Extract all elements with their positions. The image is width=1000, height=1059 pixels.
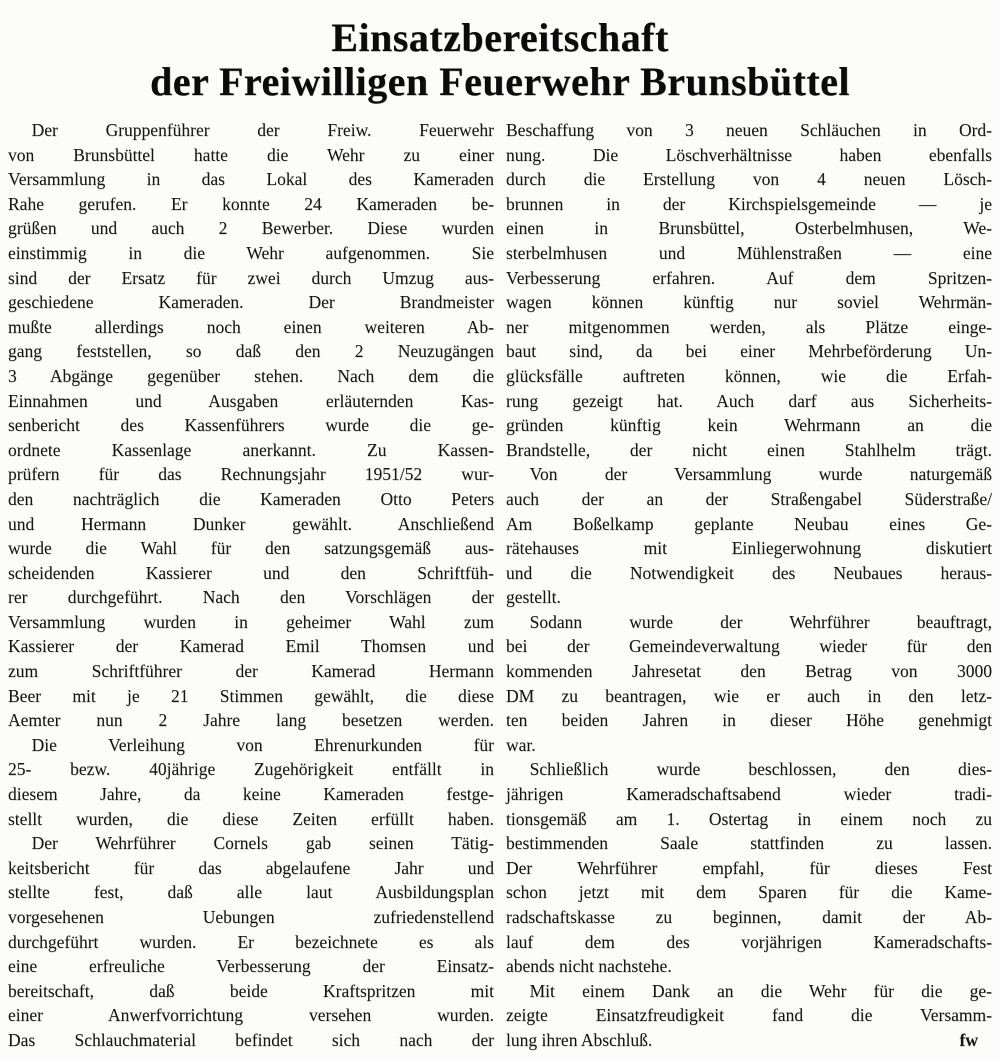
text-line: Mit einem Dank an die Wehr für die ge- [529, 980, 992, 1001]
text-line: Der Gruppenführer der Freiw. Feuerwehr [31, 120, 494, 140]
text-line: 3 Abgänge gegenüber stehen. Nach dem die [8, 365, 494, 386]
text-line: zeigte Einsatzfreudigkeit fand die Versamm- [506, 1005, 992, 1026]
text-line: und Hermann Dunker gewählt. Anschließend [8, 513, 494, 534]
text-line: Brandstelle, der nicht einen Stahlhelm trägt. [506, 439, 992, 460]
text-line [506, 1028, 992, 1053]
text-line: rer durchgeführt. Nach den Vorschlägen der [8, 587, 494, 608]
text-line: gründen künftig kein Wehrmann an die [506, 415, 992, 436]
text-line: einstimmig in die Wehr aufgenommen. Sie [8, 242, 494, 263]
article-body [8, 118, 992, 1053]
text-line-fragment: lung ihren Abschluß. [506, 1029, 653, 1050]
text-line: radschaftskasse zu beginnen, damit der Ab- [506, 907, 992, 927]
text-line: vorgesehenen Uebungen zufriedenstellend [8, 907, 494, 927]
headline-line-2: der Freiwilligen Feuerwehr Brunsbüttel [149, 59, 851, 104]
text-line: scheidenden Kassierer und den Schriftfüh- [8, 562, 494, 583]
text-line: durchgeführt wurden. Er bezeichnete es als [8, 931, 494, 952]
headline-line-1: Einsatzbereitschaft [331, 15, 669, 60]
text-line: eine erfreuliche Verbesserung der Einsatz- [8, 956, 494, 977]
text-line: Beer mit je 21 Stimmen gewählt, die diese [8, 685, 494, 706]
text-line: glücksfälle auftreten können, wie die Erfah- [506, 365, 992, 386]
text-line: kommenden Jahresetat den Betrag von 3000 [506, 661, 992, 682]
text-line: DM zu beantragen, wie er auch in den letz- [506, 685, 992, 706]
text-line: sind der Ersatz für zwei durch Umzug aus- [8, 267, 494, 288]
text-line: keitsbericht für das abgelaufene Jahr und [8, 857, 494, 878]
text-line: Aemter nun 2 Jahre lang besetzen werden. [8, 710, 494, 731]
text-line: Beschaffung von 3 neuen Schläuchen in Ord- [506, 120, 992, 140]
text-line: von Brunsbüttel hatte die Wehr zu einer [8, 144, 494, 165]
article-headline [8, 16, 992, 104]
text-line: nung. Die Löschverhältnisse haben ebenfalls [506, 144, 992, 165]
text-line: stellt wurden, die diese Zeiten erfüllt haben. [8, 808, 494, 829]
text-line: war. [506, 734, 536, 755]
text-line: grüßen und auch 2 Bewerber. Diese wurden [8, 218, 494, 239]
text-line: Rahe gerufen. Er konnte 24 Kameraden be- [8, 193, 494, 214]
text-line: einer Anwerfvorrichtung versehen wurden. [8, 1005, 494, 1026]
text-line: mußte allerdings noch einen weiteren Ab- [8, 316, 494, 337]
text-line: senbericht des Kassenführers wurde die ge- [8, 415, 494, 436]
text-line: 25- bezw. 40jährige Zugehörigkeit entfällt in [8, 759, 494, 780]
text-line: wagen können künftig nur soviel Wehrmän- [506, 292, 992, 313]
text-line: ordnete Kassenlage anerkannt. Zu Kassen- [8, 439, 494, 460]
text-line: prüfern für das Rechnungsjahr 1951/52 wur- [8, 464, 494, 485]
text-line: schon jetzt mit dem Sparen für die Kame- [506, 882, 992, 903]
text-line: Einnahmen und Ausgaben erläuternden Kas- [8, 390, 494, 411]
text-line: ten beiden Jahren in dieser Höhe genehmigt [506, 710, 992, 731]
left-column [8, 118, 494, 1053]
text-line: bei der Gemeindeverwaltung wieder für den [506, 636, 992, 657]
text-line: rung gezeigt hat. Auch darf aus Sicherheits- [506, 390, 992, 411]
text-line: Verbesserung erfahren. Auf dem Spritzen- [506, 267, 992, 288]
text-line: einen in Brunsbüttel, Osterbelmhusen, We- [506, 218, 992, 239]
text-line: bereitschaft, daß beide Kraftspritzen mit [8, 980, 494, 1001]
text-line: ner mitgenommen werden, als Plätze einge- [506, 316, 992, 337]
text-line: Sodann wurde der Wehrführer beauftragt, [529, 611, 992, 632]
text-line: rätehauses mit Einliegerwohnung diskutiert [506, 538, 992, 559]
text-line: stellte fest, daß alle laut Ausbildungsplan [8, 882, 494, 903]
text-line: durch die Erstellung von 4 neuen Lösch- [506, 169, 992, 190]
text-line: gang feststellen, so daß den 2 Neuzugängen [8, 341, 494, 362]
text-line: baut sind, da bei einer Mehrbeförderung Un- [506, 341, 992, 362]
text-line: sterbelmhusen und Mühlenstraßen — eine [506, 242, 992, 263]
text-line: Versammlung in das Lokal des Kameraden [8, 169, 494, 190]
right-column [506, 118, 992, 1053]
text-line: diesem Jahre, da keine Kameraden festge- [8, 784, 494, 805]
text-line: Der Wehrführer empfahl, für dieses Fest [506, 857, 992, 878]
text-line: Der Wehrführer Cornels gab seinen Tätig- [31, 833, 494, 854]
text-line: Die Verleihung von Ehrenurkunden für [31, 734, 494, 755]
text-line: Schließlich wurde beschlossen, den dies- [529, 759, 992, 780]
text-line: abends nicht nachstehe. [506, 956, 672, 977]
text-line: Von der Versammlung wurde naturgemäß [529, 464, 992, 485]
author-initials: fw [959, 1029, 978, 1050]
text-line: lauf dem des vorjährigen Kameradschafts- [506, 931, 992, 952]
text-line: Kassierer der Kamerad Emil Thomsen und [8, 636, 494, 657]
text-line: tionsgemäß am 1. Ostertag in einem noch zu [506, 808, 992, 829]
text-line: den nachträglich die Kameraden Otto Peters [8, 488, 494, 509]
text-line: brunnen in der Kirchspielsgemeinde — je [506, 193, 992, 214]
text-line: zum Schriftführer der Kamerad Hermann [8, 661, 494, 682]
text-line: Am Boßelkamp geplante Neubau eines Ge- [506, 513, 992, 534]
text-line: wurde die Wahl für den satzungsgemäß aus- [8, 538, 494, 559]
text-line: auch der an der Straßengabel Süderstraße/ [506, 488, 992, 509]
text-line: bestimmenden Saale stattfinden zu lassen. [506, 833, 992, 854]
text-line: geschiedene Kameraden. Der Brandmeister [8, 292, 494, 313]
text-line: Das Schlauchmaterial befindet sich nach der [8, 1029, 494, 1050]
text-line: jährigen Kameradschaftsabend wieder tradi- [506, 784, 992, 805]
text-line: Versammlung wurden in geheimer Wahl zum [8, 611, 494, 632]
text-line: gestellt. [506, 587, 561, 608]
text-line: und die Notwendigkeit des Neubaues heraus- [506, 562, 992, 583]
